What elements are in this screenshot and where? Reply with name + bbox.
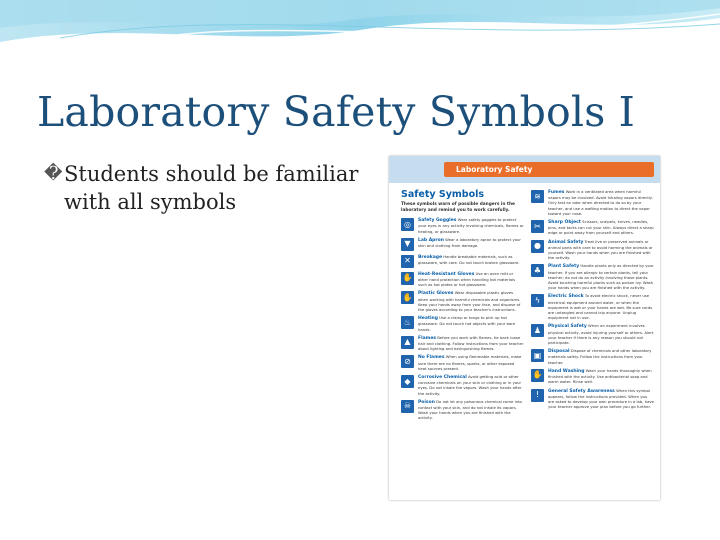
fumes-icon: ≋ [531,190,544,203]
symbol-entry [401,217,524,234]
symbol-text: Do not let any poisonous chemical come into contact with your skin, and do not inhale its vapors. Wash your hands when you are finished with the activity. [418,398,522,421]
animal-icon: ● [531,240,544,253]
symbol-description [418,237,524,251]
symbol-description [548,263,654,290]
panel-header-band [389,156,660,183]
symbol-name: Lab Apron [418,237,444,243]
sharp-object-icon: ✂ [531,220,544,233]
symbol-entry [401,290,524,312]
symbol-description [418,335,524,352]
decorative-wave-header [0,0,720,70]
symbol-entry [531,388,654,410]
bullet-marker: � [44,163,63,184]
symbol-description [418,374,524,396]
symbol-entry [401,315,524,332]
symbol-name: Sharp Object [548,220,581,226]
symbol-text: When this symbol appears, follow the instructions provided. When you are asked to develop your own procedure in a lab, have your teacher approve your plan before you go further. [548,387,654,410]
symbol-columns [401,189,654,424]
symbol-entry [531,323,654,345]
symbol-entry [401,374,524,396]
symbol-entry [401,335,524,352]
symbol-entry [531,189,654,216]
symbol-description [548,348,654,365]
symbol-description [548,219,654,236]
symbol-description [548,189,654,216]
symbol-description [418,290,524,312]
symbol-name: No Flames [418,355,445,361]
symbol-description [418,315,524,332]
symbol-name: Hand Washing [548,368,585,374]
symbol-text: Wash your hands thoroughly when finished with the activity. Use antibacterial soap and warm water. Rinse well. [548,367,652,385]
symbol-entry [531,368,654,385]
symbol-text: Work in a ventilated area when harmful vapors may be involved. Avoid inhaling vapors directly. Only test an odor when directed to do so by your teacher, and use a wafting motion to direct the vapor toward your nose. [548,189,653,216]
physical-icon: ♟ [531,324,544,337]
symbol-text: To avoid electric shock, never use electrical equipment around water, or when the equipment is wet or your hands are wet. Be sure cords are untangled and cannot trip anyone. Unplug equipment not in use. [548,293,653,321]
bullet-text: Students should be familiar with all symbols [64,162,359,214]
symbol-description [418,399,524,421]
lab-safety-tab: Laboratory Safety [444,162,654,177]
symbol-name: Breakage [418,254,443,260]
symbol-name: Physical Safety [548,324,587,330]
symbol-entry [401,237,524,251]
symbol-text: Dispose of chemicals and other laboratory materials safely. Follow the instructions from your teacher. [548,348,652,365]
card-intro: These symbols warn of possible dangers in the laboratory and remind you to work carefully. [401,202,515,213]
symbol-name: Fumes [548,190,565,195]
symbol-entry [531,263,654,290]
symbol-entry [531,293,654,320]
symbol-description [418,254,524,268]
symbol-name: General Safety Awareness [548,388,615,394]
poison-icon: ☠ [401,400,414,413]
symbol-name: Safety Goggles [418,218,457,224]
symbol-text: Wear a laboratory apron to protect your skin and clothing from damage. [418,236,521,248]
symbol-entry [401,271,524,288]
symbol-entry [401,254,524,268]
slide-title: Laboratory Safety Symbols I [37,88,636,136]
heat-gloves-icon: ✋ [401,272,414,285]
card-title: Safety Symbols [401,189,485,200]
symbol-text: When using flammable materials, make sure there are no flames, sparks, or other exposed heat sources present. [418,354,522,371]
right-column [531,189,654,424]
symbol-text: Treat live or preserved animals or animal parts with care to avoid harming the animals or yourself. Wash your hands when you are finished with the activity. [548,238,653,261]
symbol-description [548,323,654,345]
left-symbol-list [401,217,524,420]
symbol-text: When an experiment involves physical activity, avoid injuring yourself or others. Alert your teacher if there is any reason you should not participate. [548,323,654,346]
symbol-text: Use an oven mitt or other hand protection when handling hot materials such as hot plates or hot glassware. [418,270,516,288]
bullet-list [44,160,364,216]
plant-icon: ♣ [531,264,544,277]
goggles-icon: ◎ [401,218,414,231]
hand-washing-icon: ✋ [531,369,544,382]
symbol-name: Plastic Gloves [418,291,454,297]
symbol-description [548,239,654,261]
symbol-description [548,368,654,385]
symbol-name: Flames [418,335,437,341]
symbol-name: Plant Safety [548,264,580,270]
symbol-name: Heat-Resistant Gloves [418,271,475,277]
symbol-description [548,388,654,410]
corrosive-icon: ◆ [401,375,414,388]
no-flames-icon: ⊘ [401,355,414,368]
symbol-text: Avoid getting acid or other corrosive chemicals on your skin or clothing or in your eyes. Do not inhale the vapors. Wash your hands after the activity. [418,374,522,396]
plastic-gloves-icon: ✋ [401,291,414,304]
symbol-name: Animal Safety [548,239,584,245]
symbol-entry [401,399,524,421]
symbol-text: Use a clamp or tongs to pick up hot glassware. Do not touch hot objects with your bare hands. [418,315,516,332]
symbol-text: Handle plants only as directed by your teacher. If you are allergic to certain plants, tell your teacher; do not do an activity involving those plants. Avoid touching harmful plants such as poison ivy. Wash your hands when you are finished with the activity. [548,263,654,291]
flame-icon: ▲ [401,336,414,349]
symbol-text: Before you work with flames, tie back loose hair and clothing. Follow instructions from your teacher about lighting and extinguishing flames. [418,334,524,352]
disposal-icon: ▣ [531,349,544,362]
symbol-text: Scissors, scalpels, knives, needles, pins, and tacks can cut your skin. Always direct a sharp edge or point away from yourself and others. [548,219,654,236]
symbol-description [548,293,654,320]
symbol-description [418,217,524,234]
symbol-entry [401,354,524,371]
symbol-text: Wear disposable plastic gloves when working with harmful chemicals and organisms. Keep your hands away from your face, and dispose of the gloves according to your teacher's instructions. [418,290,521,313]
apron-icon: ▼ [401,238,414,251]
right-symbol-list [531,189,654,409]
symbol-text: Wear safety goggles to protect your eyes in any activity involving chemicals, flames or heating, or glassware. [418,217,524,234]
symbol-name: Corrosive Chemical [418,375,467,381]
left-column [401,189,524,424]
bullet-item [44,160,364,216]
symbol-name: Poison [418,399,435,405]
safety-symbols-reference-image [389,156,660,500]
heating-icon: ♨ [401,316,414,329]
symbol-description [418,354,524,371]
general-safety-icon: ! [531,389,544,402]
breakage-icon: ✕ [401,255,414,268]
symbol-name: Electric Shock [548,294,584,300]
symbol-description [418,271,524,288]
electric-icon: ϟ [531,294,544,307]
symbol-entry [531,348,654,365]
symbol-entry [531,239,654,261]
symbol-entry [531,219,654,236]
symbol-name: Disposal [548,349,570,355]
symbol-text: Handle breakable materials, such as glassware, with care. Do not touch broken glassware. [418,253,520,265]
symbol-name: Heating [418,316,438,322]
